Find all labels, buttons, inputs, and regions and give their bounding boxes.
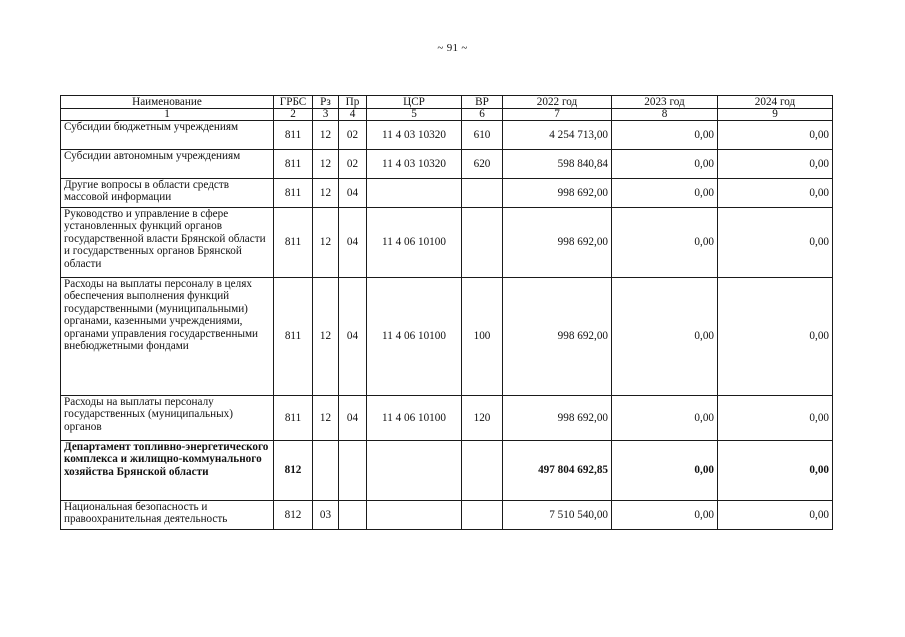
row-csr	[367, 501, 462, 530]
row-vr	[462, 208, 503, 278]
row-pr	[339, 441, 367, 501]
row-2022: 998 692,00	[503, 208, 612, 278]
row-rz: 12	[313, 179, 339, 208]
row-grbs: 811	[274, 396, 313, 441]
row-csr: 11 4 06 10100	[367, 208, 462, 278]
column-number: 7	[503, 109, 612, 121]
table-row	[61, 501, 833, 530]
header-csr: ЦСР	[367, 96, 462, 109]
row-2024: 0,00	[718, 501, 833, 530]
row-vr	[462, 441, 503, 501]
row-vr: 100	[462, 278, 503, 396]
row-pr: 04	[339, 396, 367, 441]
header-row	[61, 96, 833, 109]
row-csr: 11 4 06 10100	[367, 278, 462, 396]
table-row	[61, 278, 833, 396]
column-number: 3	[313, 109, 339, 121]
header-2022: 2022 год	[503, 96, 612, 109]
row-2023: 0,00	[612, 121, 718, 150]
row-2022: 998 692,00	[503, 396, 612, 441]
row-csr	[367, 179, 462, 208]
column-number: 6	[462, 109, 503, 121]
column-number: 2	[274, 109, 313, 121]
table-row	[61, 208, 833, 278]
row-rz	[313, 441, 339, 501]
header-vr: ВР	[462, 96, 503, 109]
row-grbs: 811	[274, 208, 313, 278]
row-2023: 0,00	[612, 396, 718, 441]
table-row	[61, 441, 833, 501]
row-2023: 0,00	[612, 501, 718, 530]
row-2022: 998 692,00	[503, 179, 612, 208]
row-csr: 11 4 03 10320	[367, 121, 462, 150]
row-pr: 02	[339, 121, 367, 150]
row-pr: 02	[339, 150, 367, 179]
table-row	[61, 121, 833, 150]
row-grbs: 812	[274, 441, 313, 501]
row-2024: 0,00	[718, 208, 833, 278]
header-pr: Пр	[339, 96, 367, 109]
row-vr: 610	[462, 121, 503, 150]
row-2022: 598 840,84	[503, 150, 612, 179]
row-csr: 11 4 03 10320	[367, 150, 462, 179]
row-2023: 0,00	[612, 179, 718, 208]
row-grbs: 811	[274, 278, 313, 396]
table-row	[61, 150, 833, 179]
header-grbs: ГРБС	[274, 96, 313, 109]
row-rz: 03	[313, 501, 339, 530]
row-name: Субсидии автономным учреждениям	[61, 150, 274, 179]
row-csr	[367, 441, 462, 501]
column-number: 8	[612, 109, 718, 121]
header-2023: 2023 год	[612, 96, 718, 109]
row-2024: 0,00	[718, 396, 833, 441]
row-name: Руководство и управление в сфере установленных функций органов государственной власти Брянской области и государственных органов Брянской области	[61, 208, 274, 278]
column-number: 4	[339, 109, 367, 121]
row-name: Другие вопросы в области средств массовой информации	[61, 179, 274, 208]
table-row	[61, 396, 833, 441]
row-grbs: 812	[274, 501, 313, 530]
row-vr: 120	[462, 396, 503, 441]
row-2022: 4 254 713,00	[503, 121, 612, 150]
row-2024: 0,00	[718, 150, 833, 179]
row-2023: 0,00	[612, 208, 718, 278]
table-row	[61, 179, 833, 208]
row-rz: 12	[313, 208, 339, 278]
row-2022: 497 804 692,85	[503, 441, 612, 501]
column-number: 5	[367, 109, 462, 121]
header-rz: Рз	[313, 96, 339, 109]
row-grbs: 811	[274, 179, 313, 208]
row-name: Департамент топливно-энергетического комплекса и жилищно-коммунального хозяйства Брянской области	[61, 441, 274, 501]
row-name: Субсидии бюджетным учреждениям	[61, 121, 274, 150]
row-grbs: 811	[274, 121, 313, 150]
row-pr: 04	[339, 278, 367, 396]
row-2024: 0,00	[718, 278, 833, 396]
row-rz: 12	[313, 396, 339, 441]
row-2022: 7 510 540,00	[503, 501, 612, 530]
row-rz: 12	[313, 278, 339, 396]
column-number-row	[61, 109, 833, 121]
row-rz: 12	[313, 150, 339, 179]
row-csr: 11 4 06 10100	[367, 396, 462, 441]
column-number: 9	[718, 109, 833, 121]
row-2022: 998 692,00	[503, 278, 612, 396]
row-grbs: 811	[274, 150, 313, 179]
row-2024: 0,00	[718, 121, 833, 150]
row-vr	[462, 501, 503, 530]
budget-table	[60, 95, 833, 530]
row-2024: 0,00	[718, 179, 833, 208]
row-pr: 04	[339, 208, 367, 278]
row-name: Национальная безопасность и правоохранительная деятельность	[61, 501, 274, 530]
row-name: Расходы на выплаты персоналу государственных (муниципальных) органов	[61, 396, 274, 441]
row-2023: 0,00	[612, 441, 718, 501]
row-vr: 620	[462, 150, 503, 179]
row-2023: 0,00	[612, 278, 718, 396]
row-2024: 0,00	[718, 441, 833, 501]
row-pr	[339, 501, 367, 530]
column-number: 1	[61, 109, 274, 121]
row-2023: 0,00	[612, 150, 718, 179]
row-rz: 12	[313, 121, 339, 150]
row-name: Расходы на выплаты персоналу в целях обеспечения выполнения функций государственными (муниципальными) органами, казенными учреждениями, органами управления государственными внебюджетными фондами	[61, 278, 274, 396]
header-2024: 2024 год	[718, 96, 833, 109]
row-vr	[462, 179, 503, 208]
row-pr: 04	[339, 179, 367, 208]
page-number: ~ 91 ~	[437, 42, 468, 54]
header-name: Наименование	[61, 96, 274, 109]
